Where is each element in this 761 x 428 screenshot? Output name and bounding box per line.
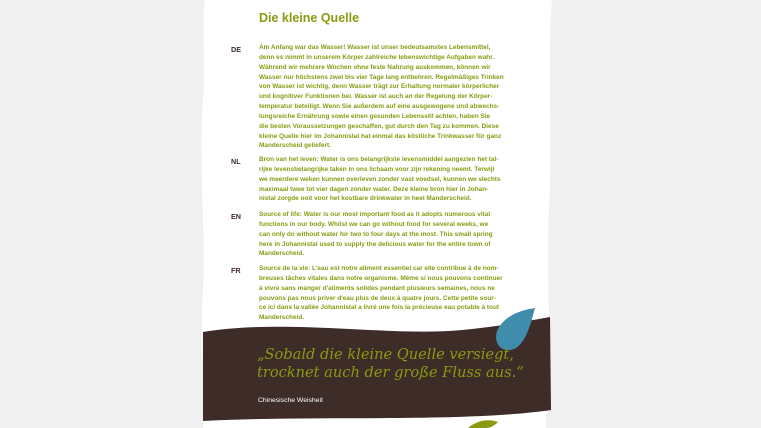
paragraph-nl: Bron van het leven: Water is ons belangrijkste levensmiddel aangezien het tal- rijke levensbelangrijke taken in ons lichaam voor zijn rekening neemt. Terwijl we meerdere weken kunnen overleven zonder vast voedsel, kunnen we slechts maximaal twee tot vier dagen zonder water. Deze kleine bron hier in Johan- nistal zorgde ooit voor het kostbare drinkwater in heel Manderscheid.	[259, 156, 501, 203]
lang-label-en: EN	[231, 212, 241, 221]
paragraph-de: Am Anfang war das Wasser! Wasser ist unser bedeutsamstes Lebensmittel, denn es nimmt in unserem Körper zahlreiche lebenswichtige Aufgaben wahr. Während wir mehrere Wochen ohne feste Nahrung auskommen, können wir Wasser nur höchstens zwei bis vier Tage lang entbehren. Regelmäßiges Trinken von Wasser ist wichtig, denn Wasser trägt zur Erhaltung normaler körperlicher und kognitiver Funktionen bei. Wasser ist auch an der Regelung der Körper- temperatur beteiligt. Wenn Sie außerdem auf eine ausgewogene und abwechs- lungsreiche Ernährung sowie einen gesunden Lebensstil achten, haben Sie die besten Voraussetzungen geschaffen, gut durch den Tag zu kommen. Diese kleine Quelle hier im Johannistal hat einmal das köstliche Trinkwasser für ganz Manderscheid geliefert.	[259, 44, 504, 150]
quote-text: „Sobald die kleine Quelle versiegt, trocknet auch der große Fluss aus.“	[257, 346, 524, 381]
page-title: Die kleine Quelle	[259, 11, 360, 25]
paragraph-en: Source of life: Water is our most important food as it adopts numerous vital functions in our body. Whilst we can go without food for several weeks, we can only do without water for two to four days at the most. This small spring here in Johannistal used to supply the delicious water for the entire town of Manderscheid.	[259, 211, 493, 258]
lang-label-nl: NL	[231, 157, 241, 166]
lang-label-fr: FR	[231, 266, 241, 275]
paragraph-fr: Source de la vie: L'eau est notre aliment essentiel car elle contribue à de nom- breuses tâches vitales dans notre organisme. Même si nous pouvons continuer à vivre sans manger d'aliments solides pendant plusieurs semaines, nous ne pouvons pas nous priver d'eau plus de deux à quatre jours. Cette petite sour- ce ici dans la vallée Johannistal a livré une fois la précieuse eau potable à tout Manderscheid.	[259, 265, 503, 322]
lang-label-de: DE	[231, 45, 241, 54]
quote-author: Chinesische Weisheit	[258, 397, 323, 404]
